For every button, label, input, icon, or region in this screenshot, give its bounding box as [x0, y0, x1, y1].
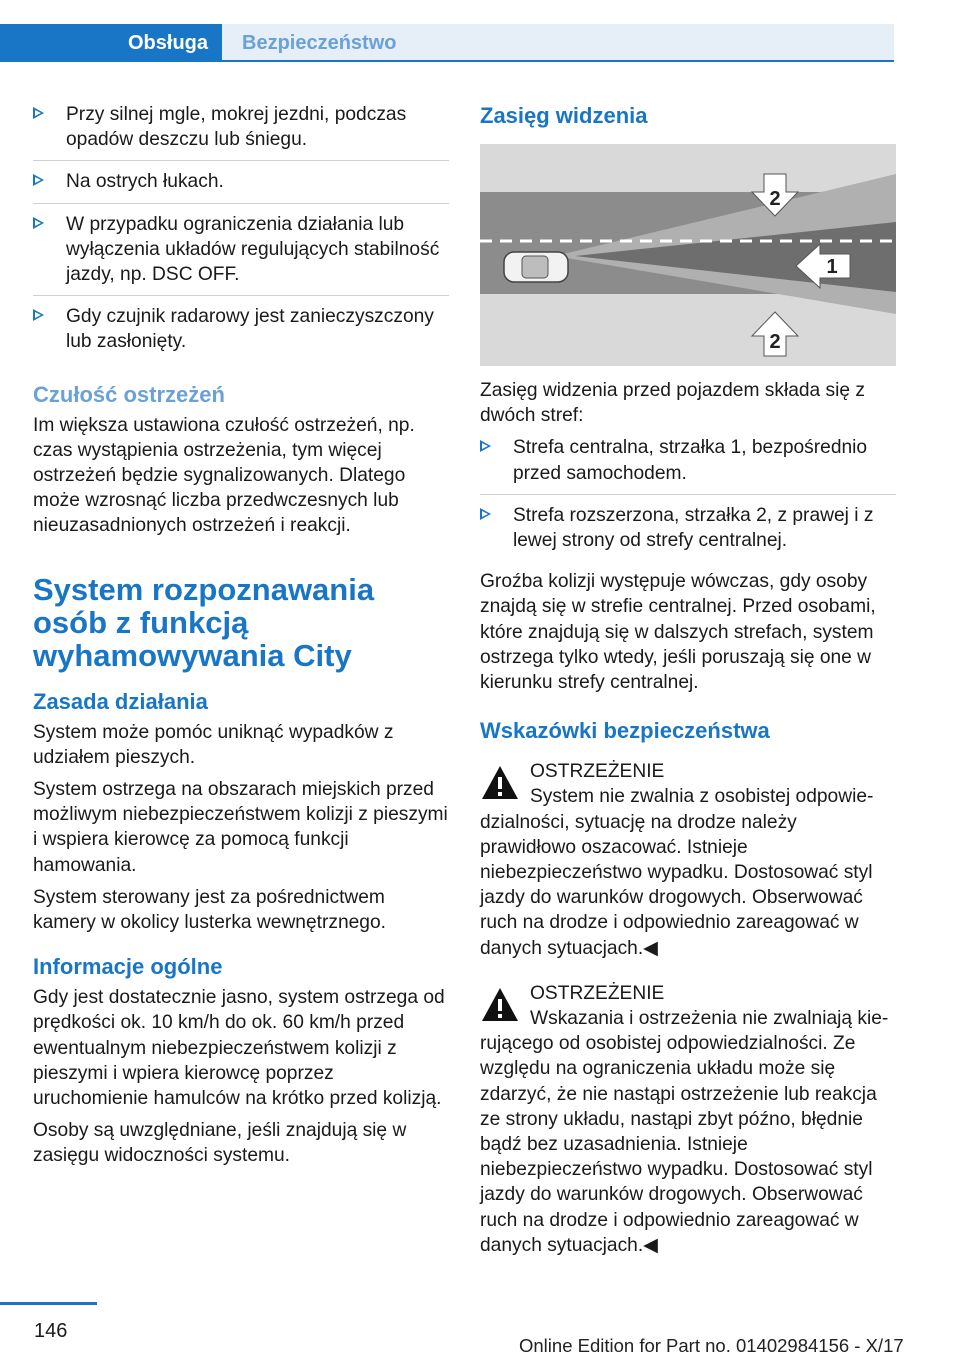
label-1: 1 — [826, 256, 838, 278]
bullet-triangle-icon — [33, 174, 44, 186]
principle-heading: Zasada działania — [33, 688, 208, 714]
bullet-triangle-icon — [33, 217, 44, 229]
list-item: Na ostrych łukach. — [33, 169, 449, 203]
sensitivity-heading: Czułość ostrzeżeń — [33, 381, 225, 407]
principle-paragraph-3: System sterowany jest za pośrednictwem kamery w okolicy lusterka wewnętrznego. — [33, 886, 386, 934]
label-2-top: 2 — [769, 188, 781, 210]
warning-first-line: Wskazania i ostrzeżenia nie zwalniają kie- — [530, 1008, 889, 1030]
general-paragraph-2: Osoby są uwzględniane, jeśli znajdują się w zasięgu widoczności systemu. — [33, 1120, 407, 1167]
footer-edition: Online Edition for Part no. 01402984156 - X/17 — [519, 1335, 904, 1356]
warning-text: rującego od osobistej odpowiedzialności. Ze względu na ograniczenia układu może się zdarzyć, że nie nastąpi ostrzeżenie lub reakcja ze strony układu, nastąpi zbyt późno, błędnie bądź bez uzasadnienia. Istnieje niebezpieczeństwo wypadku. Dostosować styl jazdy do warunków drogowych. Obserwować ruch na drodze i odpowiednio zareagować w danych sytuacjach.◀ — [480, 1033, 877, 1256]
warning-text: dzialności, sytuację na drodze należy prawidłowo oszacować. Istnieje niebezpieczeństwo wypadku. Dostosować styl jazdy do warunków drogowych. Obserwować ruch na drodze i odpowiednio zareagować w danych sytuacjach.◀ — [480, 811, 873, 959]
list-item: Strefa centralna, strzałka 1, bezpośrednio przed samochodem. — [480, 435, 896, 494]
bullet-triangle-icon — [33, 309, 44, 321]
range-diagram-svg — [480, 144, 896, 366]
range-list — [480, 435, 896, 561]
right-column — [480, 102, 896, 1258]
range-diagram — [480, 144, 896, 366]
bullet-triangle-icon — [480, 440, 491, 452]
list-item: Gdy czujnik radarowy jest zanieczyszczony lub zasłonięty. — [33, 304, 449, 362]
tab-obsluga[interactable]: Obsługa — [0, 24, 222, 62]
left-column — [33, 102, 449, 1176]
warning-triangle-icon — [480, 985, 520, 1025]
label-2-bottom: 2 — [769, 331, 781, 353]
header-bar — [0, 0, 894, 62]
warning-triangle-icon — [480, 763, 520, 803]
warning-box-1 — [480, 759, 896, 961]
general-paragraph-1: Gdy jest dostatecznie jasno, system ostrzega od prędkości ok. 10 km/h do ok. 60 km/h przed ewentualnym niebezpieczeństwem kolizji z pieszymi i wpiera kierowcę poprzez uruchomienie hamulców na krótko przed kolizją. — [33, 987, 445, 1110]
range-heading: Zasięg widzenia — [480, 103, 648, 128]
conditions-list — [33, 102, 449, 363]
bullet-triangle-icon — [480, 508, 491, 520]
chapter-title: System rozpoznawania osób z funkcją wyhamowywania City — [33, 571, 375, 673]
car-icon — [504, 252, 568, 282]
range-paragraph: Groźba kolizji występuje wówczas, gdy osoby znajdą się w strefie centralnej. Przed osobami, które znajdują się w dalszych strefach, system ostrzega tylko wtedy, jeśli poruszają się one w kierunku strefy centralnej. — [480, 571, 876, 694]
principle-paragraph-1: System może pomóc uniknąć wypadków z udziałem pieszych. — [33, 721, 394, 768]
warning-title: OSTRZEŻENIE — [530, 761, 665, 783]
page-number-rule — [0, 1302, 97, 1305]
principle-paragraph-2: System ostrzega na obszarach miejskich przed możliwym niebezpieczeństwem kolizji z pieszymi i wspiera kierowcę za pomocą funkcji hamowania. — [33, 779, 448, 876]
page-number: 146 — [34, 1320, 68, 1342]
tab-bezpieczenstwo[interactable]: Bezpieczeństwo — [222, 24, 894, 62]
range-intro: Zasięg widzenia przed pojazdem składa się z dwóch stref: — [480, 380, 866, 427]
warning-box-2 — [480, 981, 896, 1258]
sensitivity-text: Im większa ustawiona czułość ostrzeżeń, np. czas wystąpienia ostrzeżenia, tym więcej ostrzeżeń będzie sygnalizowanych. Dlatego może wzrosnąć liczba przedwczesnych lub nieuzasadnionych ostrzeżeń i reakcji. — [33, 414, 415, 537]
safety-heading: Wskazówki bezpieczeństwa — [480, 718, 770, 744]
general-heading: Informacje ogólne — [33, 954, 223, 980]
list-item: W przypadku ograniczenia działania lub wyłączenia układów regulujących stabilność jazdy, np. DSC OFF. — [33, 212, 449, 297]
warning-title: OSTRZEŻENIE — [530, 982, 665, 1004]
list-item: Strefa rozszerzona, strzałka 2, z prawej i z lewej strony od strefy centralnej. — [480, 503, 896, 561]
list-item: Przy silnej mgle, mokrej jezdni, podczas opadów deszczu lub śniegu. — [33, 102, 449, 161]
bullet-triangle-icon — [33, 107, 44, 119]
header-divider — [0, 60, 894, 62]
warning-first-line: System nie zwalnia z osobistej odpowie- — [530, 786, 874, 808]
